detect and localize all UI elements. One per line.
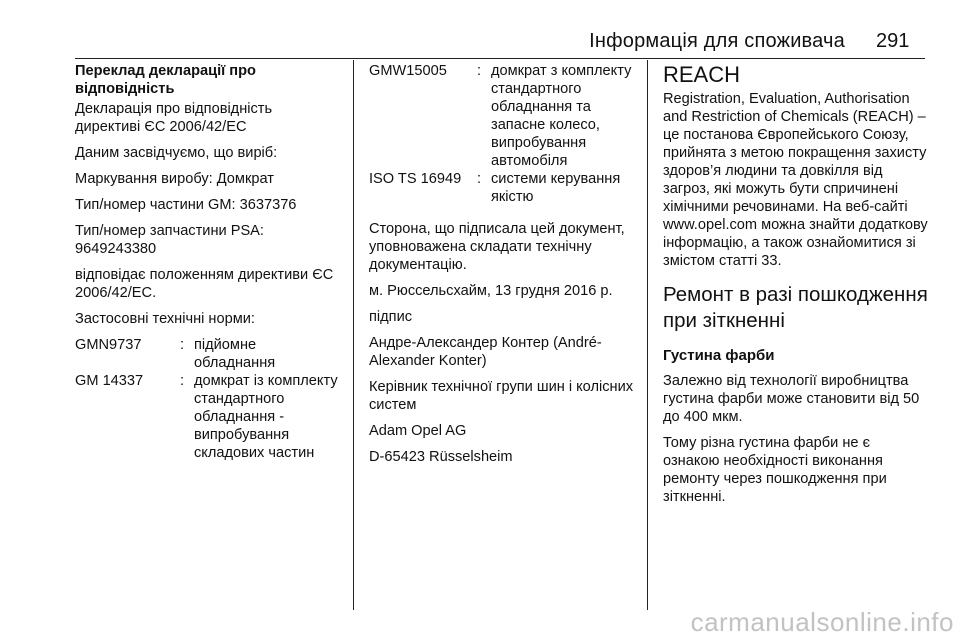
paragraph: м. Рюссельсхайм, 13 грудня 2016 р. bbox=[369, 283, 613, 299]
paragraph: Андре-Александер Контер (André-Alexander Konter) bbox=[369, 335, 602, 369]
paragraph: відповідає положенням директиви ЄС 2006/42/ЕС. bbox=[75, 267, 334, 301]
paint-heading: Густина фарби bbox=[663, 347, 775, 364]
spec-description: системи керування якістю bbox=[491, 171, 621, 205]
left-column bbox=[75, 62, 340, 462]
right-column bbox=[663, 62, 928, 514]
spec-colon: : bbox=[180, 373, 185, 389]
spec-colon: : bbox=[477, 171, 482, 187]
paragraph: Керівник технічної групи шин і колісних систем bbox=[369, 379, 634, 413]
column-divider-right bbox=[647, 60, 648, 610]
spec-row bbox=[75, 372, 340, 462]
paragraph: Застосовні технічні норми: bbox=[75, 311, 255, 327]
paragraph: Декларація про відповідність директиві ЄС 2006/42/ЕС bbox=[75, 101, 273, 135]
paragraph: Даним засвідчуємо, що виріб: bbox=[75, 145, 278, 161]
reach-paragraph: Registration, Evaluation, Authorisation and Restriction of Chemicals (REACH) – це постанова Європейського Союзу, прийнята з метою покращення захисту здоров’я людини та довкілля від загроз, які можуть бути спричинені хімічними речовинами. На веб-сайті www.opel.com можна знайти додаткову інформацію, а також ознайомитися зі змістом статті 33. bbox=[663, 91, 928, 269]
paragraph: Тип/номер частини GM: 3637376 bbox=[75, 197, 297, 213]
middle-column bbox=[369, 62, 634, 474]
paragraph: Adam Opel AG bbox=[369, 423, 467, 439]
page-number: 291 bbox=[876, 30, 910, 52]
paragraph: Тому різна густина фарби не є ознакою необхідності виконання ремонту через пошкодження при зіткненні. bbox=[663, 435, 887, 505]
declaration-heading: Переклад декларації про відповідність bbox=[75, 63, 256, 97]
spec-row bbox=[75, 336, 340, 372]
spec-code: GMN9737 bbox=[75, 337, 142, 353]
spec-description: домкрат з комплекту стандартного обладнання та запасне колесо, випробування автомобіля bbox=[491, 63, 632, 169]
paragraph: Тип/номер запчастини PSA: 9649243380 bbox=[75, 223, 264, 257]
spec-description: домкрат із комплекту стандартного обладнання - випробування складових частин bbox=[194, 373, 338, 461]
spec-code: ISO TS 16949 bbox=[369, 171, 462, 187]
spec-colon: : bbox=[477, 63, 482, 79]
spec-row bbox=[369, 62, 634, 170]
spec-code: GMW15005 bbox=[369, 63, 447, 79]
reach-heading: REACH bbox=[663, 62, 741, 87]
paragraph: Залежно від технології виробництва густина фарби може становити від 50 до 400 мкм. bbox=[663, 373, 920, 425]
repair-heading: Ремонт в разі пошкодження при зіткненні bbox=[663, 283, 928, 332]
column-divider-left bbox=[353, 60, 354, 610]
header-divider bbox=[75, 58, 925, 59]
spec-row bbox=[369, 170, 634, 206]
paragraph: підпис bbox=[369, 309, 413, 325]
watermark: carmanualsonline.info bbox=[690, 607, 954, 637]
spec-description: підйомне обладнання bbox=[194, 337, 276, 371]
spec-colon: : bbox=[180, 337, 185, 353]
paragraph: Сторона, що підписала цей документ, уповноважена складати технічну документацію. bbox=[369, 221, 625, 273]
spec-code: GM 14337 bbox=[75, 373, 144, 389]
paragraph: D-65423 Rüsselsheim bbox=[369, 449, 513, 465]
page-header-title: Інформація для споживача bbox=[589, 30, 845, 52]
paragraph: Маркування виробу: Домкрат bbox=[75, 171, 274, 187]
